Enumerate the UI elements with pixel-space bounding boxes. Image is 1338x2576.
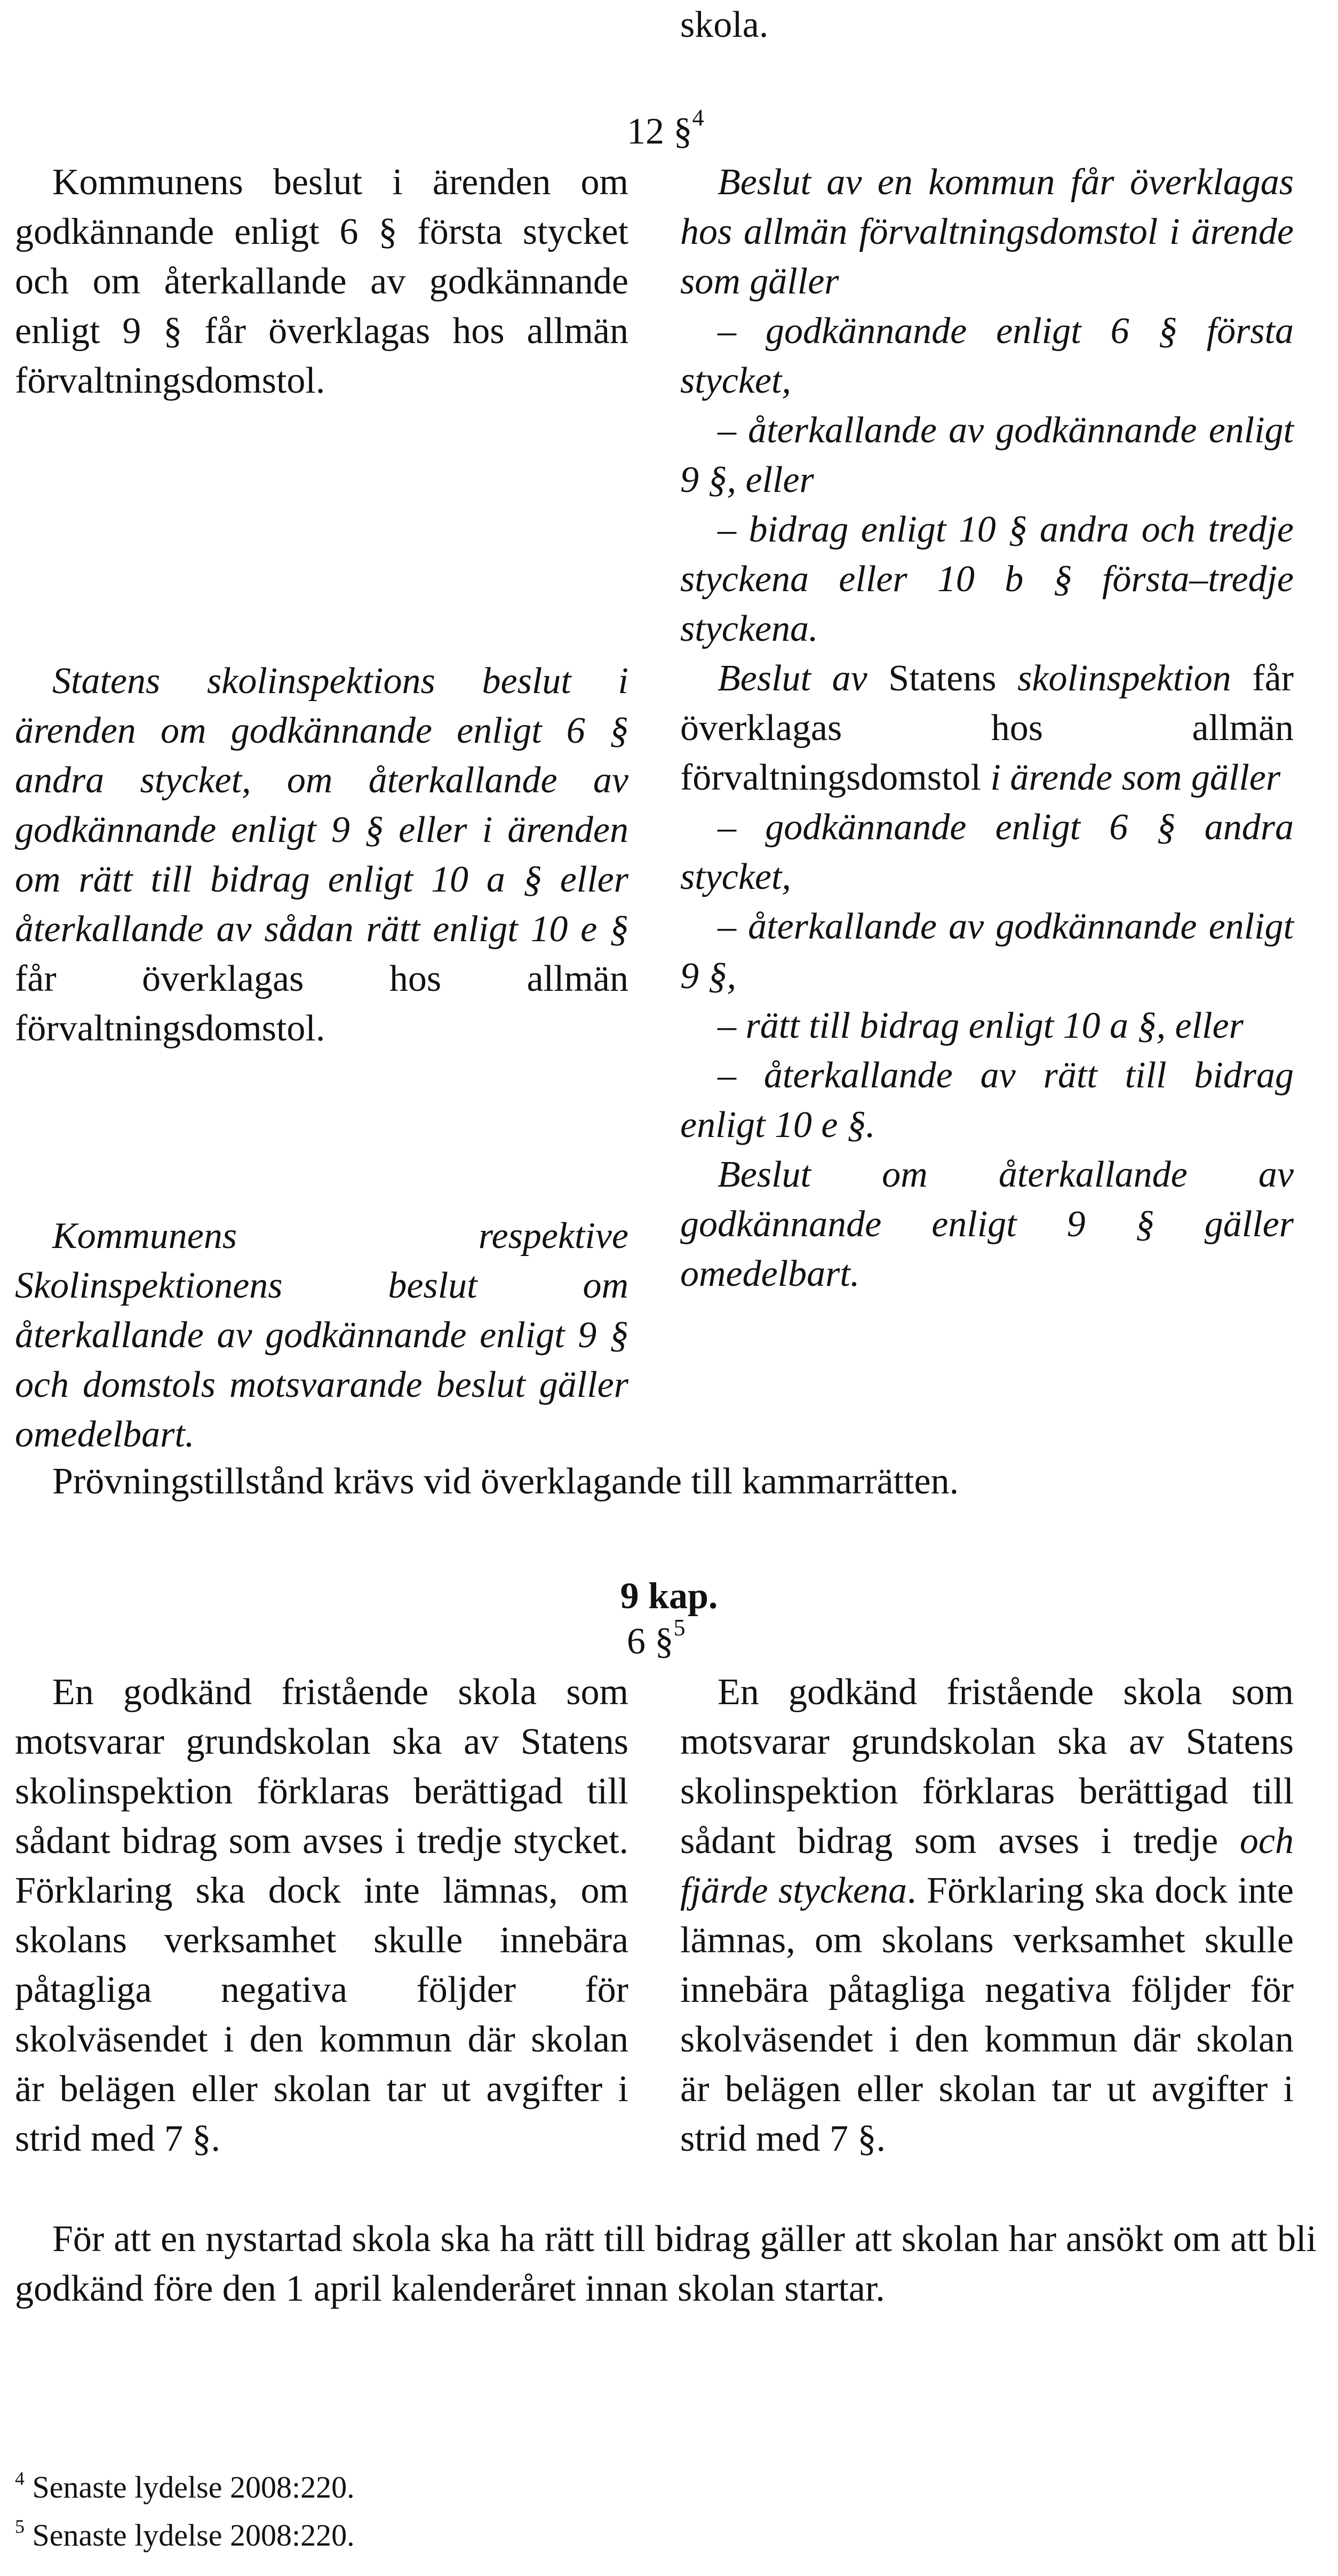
section-6-left-column	[15, 1667, 628, 2164]
italic-text: Statens skolinspektions beslut i ärenden om godkännande enligt 6 § andra stycket, om återkallande av godkännande enligt 9 § eller i ärenden om rätt till bidrag enligt 10 a § eller återkallande av sådan rätt enligt 10 e §	[15, 661, 628, 950]
italic-text: i ärende som gäller	[990, 757, 1281, 798]
paragraph: Kommunens respektive Skolinspektionens beslut om återkallande av godkännande enligt 9 § och domstols motsvarande beslut gäller omedelbart.	[15, 1215, 628, 1455]
section-12-left-column-p2	[15, 656, 628, 1053]
paragraph: För att en nystartad skola ska ha rätt till bidrag gäller att skolan har ansökt om att bli godkänd före den 1 april kalenderåret innan skolan startar.	[15, 2219, 1317, 2309]
section-12-left-column-p3	[15, 1211, 628, 1459]
paragraph: Beslut av en kommun får överklagas hos allmän förvaltningsdomstol i ärende som gäller	[680, 162, 1294, 302]
dash-item: – godkännande enligt 6 § första stycket,	[680, 311, 1294, 401]
footnote-text: Senaste lydelse 2008:220.	[32, 2470, 355, 2505]
dash-item: – återkallande av godkännande enligt 9 §, eller	[680, 410, 1294, 500]
text: Statens	[867, 658, 1018, 699]
footnote	[15, 2516, 355, 2555]
footnote-text: Senaste lydelse 2008:220.	[32, 2518, 355, 2553]
section-12-left-column	[15, 157, 628, 406]
italic-text: Beslut av	[718, 658, 867, 699]
dash-item: – godkännande enligt 6 § andra stycket,	[680, 807, 1294, 897]
text: får överklagas hos allmän förvaltningsdomstol	[680, 658, 1294, 798]
dash-item: – rätt till bidrag enligt 10 a §, eller	[718, 1005, 1244, 1046]
paragraph	[680, 1667, 1294, 2164]
section-6-heading	[627, 1614, 686, 1666]
full-width-paragraph	[15, 2214, 1317, 2313]
footnote-ref: 4	[692, 104, 704, 131]
footnote	[15, 2468, 355, 2507]
dash-item: – återkallande av rätt till bidrag enligt 10 e §.	[680, 1055, 1294, 1146]
paragraph	[15, 656, 628, 1053]
chapter-heading: 9 kap.	[620, 1576, 718, 1617]
dash-item: – återkallande av godkännande enligt 9 §,	[680, 906, 1294, 997]
paragraph: Beslut om återkallande av godkännande enligt 9 § gäller omedelbart.	[680, 1154, 1294, 1294]
section-12-right-column	[680, 157, 1294, 1299]
footnote-number: 4	[15, 2467, 25, 2489]
italic-text: och fjärde styckena	[680, 1820, 1294, 1911]
text: . Förklaring ska dock inte lämnas, om skolans verksamhet skulle innebära påtagliga negativa följder för skolväsendet i den kommun där skolan är belägen eller skolan tar ut avgifter i strid med 7 §.	[680, 1870, 1294, 2159]
footnote-number: 5	[15, 2515, 25, 2537]
italic-text: skolinspektion	[1017, 658, 1231, 699]
paragraph	[680, 654, 1294, 802]
continued-text: skola.	[680, 4, 769, 45]
section-number: 6 §	[627, 1621, 674, 1662]
full-width-paragraph: Prövningstillstånd krävs vid överklagande till kammarrätten.	[52, 1461, 959, 1502]
text: får överklagas hos allmän förvaltningsdomstol.	[15, 958, 628, 1049]
dash-item: – bidrag enligt 10 § andra och tredje styckena eller 10 b § första–tredje styckena.	[680, 509, 1294, 649]
section-6-right-column	[680, 1667, 1294, 2164]
text: En godkänd fristående skola som motsvarar grundskolan ska av Statens skolinspektion förklaras berättigad till sådant bidrag som avses i tredje	[680, 1672, 1294, 1862]
section-number: 12 §	[627, 111, 692, 152]
paragraph: En godkänd fristående skola som motsvarar grundskolan ska av Statens skolinspektion förklaras berättigad till sådant bidrag som avses i tredje stycket. Förklaring ska dock inte lämnas, om skolans verksamhet skulle innebära påtagliga negativa följder för skolväsendet i den kommun där skolan är belägen eller skolan tar ut avgifter i strid med 7 §.	[15, 1672, 628, 2159]
footnote-ref: 5	[673, 1614, 686, 1641]
paragraph: Kommunens beslut i ärenden om godkännande enligt 6 § första stycket och om återkallande av godkännande enligt 9 § får överklagas hos allmän förvaltningsdomstol.	[15, 162, 628, 401]
section-12-heading	[627, 104, 704, 156]
